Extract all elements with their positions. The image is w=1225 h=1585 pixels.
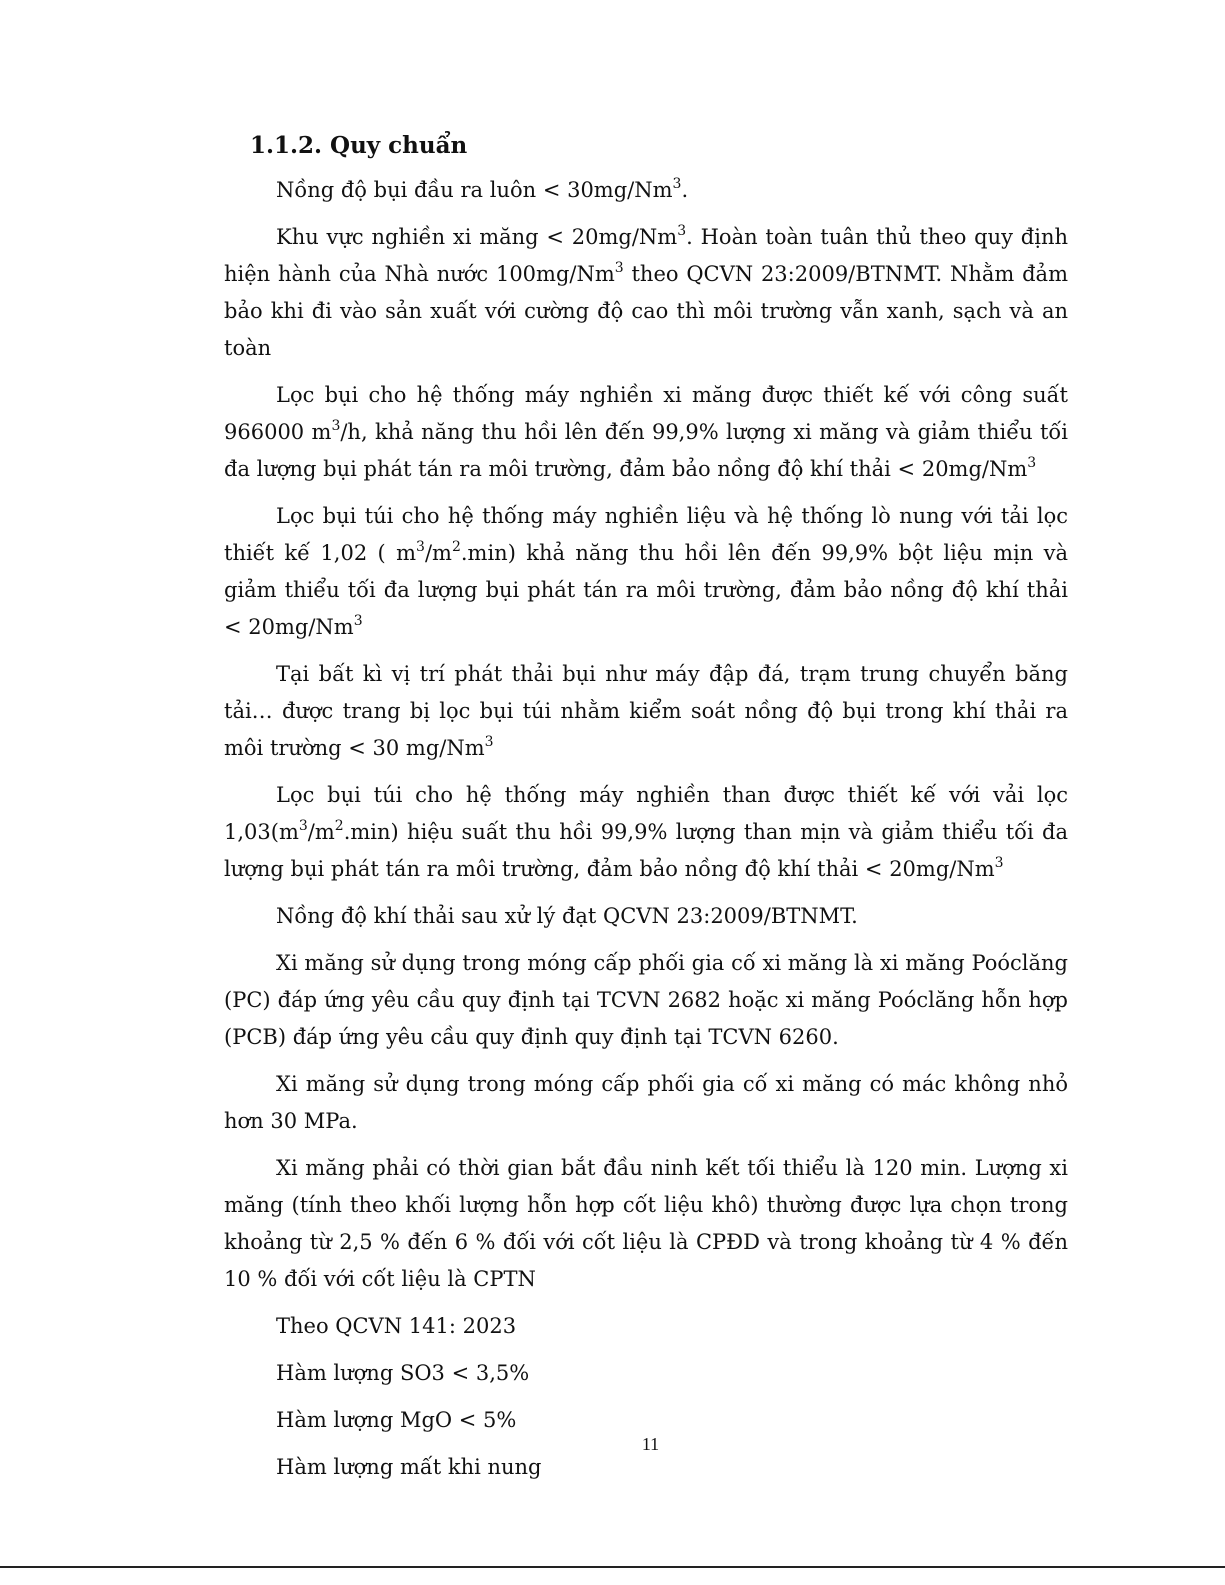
paragraph-dust-output: Nồng độ bụi đầu ra luôn < $30mg/Nm^3$. [276,176,689,202]
paragraph-emission-standard: Nồng độ khí thải sau xử lý đạt QCVN 23:2009/BTNMT. [276,904,858,928]
section-heading: 1.1.2. Quy chuẩn [250,132,468,159]
paragraph-coal-mill-filter: Lọc bụi túi cho hệ thống máy nghiền than được thiết kế với vải lọc $1,03(m^3/m^2.\min)$ hiệu suất thu hồi 99,9% lượng than mịn và giảm thiểu tối đa lượng bụi phát tán ra môi trường, đảm bảo nồng độ khí thải < $20mg/Nm^3$ [224,783,1068,881]
paragraph-so3: Hàm lượng SO3 < 3,5% [276,1361,530,1385]
page-bottom-divider [0,1566,1225,1568]
paragraph-setting-time: Xi măng phải có thời gian bắt đầu ninh kết tối thiểu là 120 min. Lượng xi măng (tính theo khối lượng hỗn hợp cốt liệu khô) thường được lựa chọn trong khoảng từ 2,5 % đến 6 % đối với cốt liệu là CPĐD và trong khoảng từ 4 % đến 10 % đối với cốt liệu là CPTN [224,1156,1068,1291]
paragraph-mgo: Hàm lượng MgO < 5% [276,1408,517,1432]
page-number: 11 [641,1434,660,1454]
paragraph-loss-on-ignition: Hàm lượng mất khi nung [276,1455,542,1479]
paragraph-emission-points: Tại bất kì vị trí phát thải bụi như máy đập đá, trạm trung chuyển băng tải… được trang bị lọc bụi túi nhằm kiểm soát nồng độ bụi trong khí thải ra môi trường < 30 mg/Nm$^3$ [224,662,1068,760]
paragraph-grinding-area: Khu vực nghiền xi măng < $20mg/Nm^3$. Hoàn toàn tuân thủ theo quy định hiện hành của Nhà nước 100mg/Nm$^3$ theo QCVN 23:2009/BTNMT. Nhằm đảm bảo khi đi vào sản xuất với cường độ cao thì môi trường vẫn xanh, sạch và an toàn [224,223,1069,360]
paragraph-cement-grade: Xi măng sử dụng trong móng cấp phối gia cố xi măng có mác không nhỏ hơn 30 MPa. [224,1072,1068,1133]
paragraph-cement-type: Xi măng sử dụng trong móng cấp phối gia cố xi măng là xi măng Poóclăng (PC) đáp ứng yêu cầu quy định tại TCVN 2682 hoặc xi măng Poóclăng hỗn hợp (PCB) đáp ứng yêu cầu quy định quy định tại TCVN 6260. [224,951,1068,1049]
paragraph-raw-mill-filter: Lọc bụi túi cho hệ thống máy nghiền liệu và hệ thống lò nung với tải lọc thiết kế 1,02 ( $m^3/m^2.\min$) khả năng thu hồi lên đến 99,9% bột liệu mịn và giảm thiểu tối đa lượng bụi phát tán ra môi trường, đảm bảo nồng độ khí thải < $20mg/Nm^3$ [224,504,1069,639]
paragraph-cement-mill-filter: Lọc bụi cho hệ thống máy nghiền xi măng được thiết kế với công suất 966000 $m^3/h$, khả năng thu hồi lên đến 99,9% lượng xi măng và giảm thiểu tối đa lượng bụi phát tán ra môi trường, đảm bảo nồng độ khí thải < $20mg/Nm^3$ [224,383,1068,481]
paragraph-standard-ref: Theo QCVN 141: 2023 [276,1314,517,1338]
body-text [224,172,1068,1496]
